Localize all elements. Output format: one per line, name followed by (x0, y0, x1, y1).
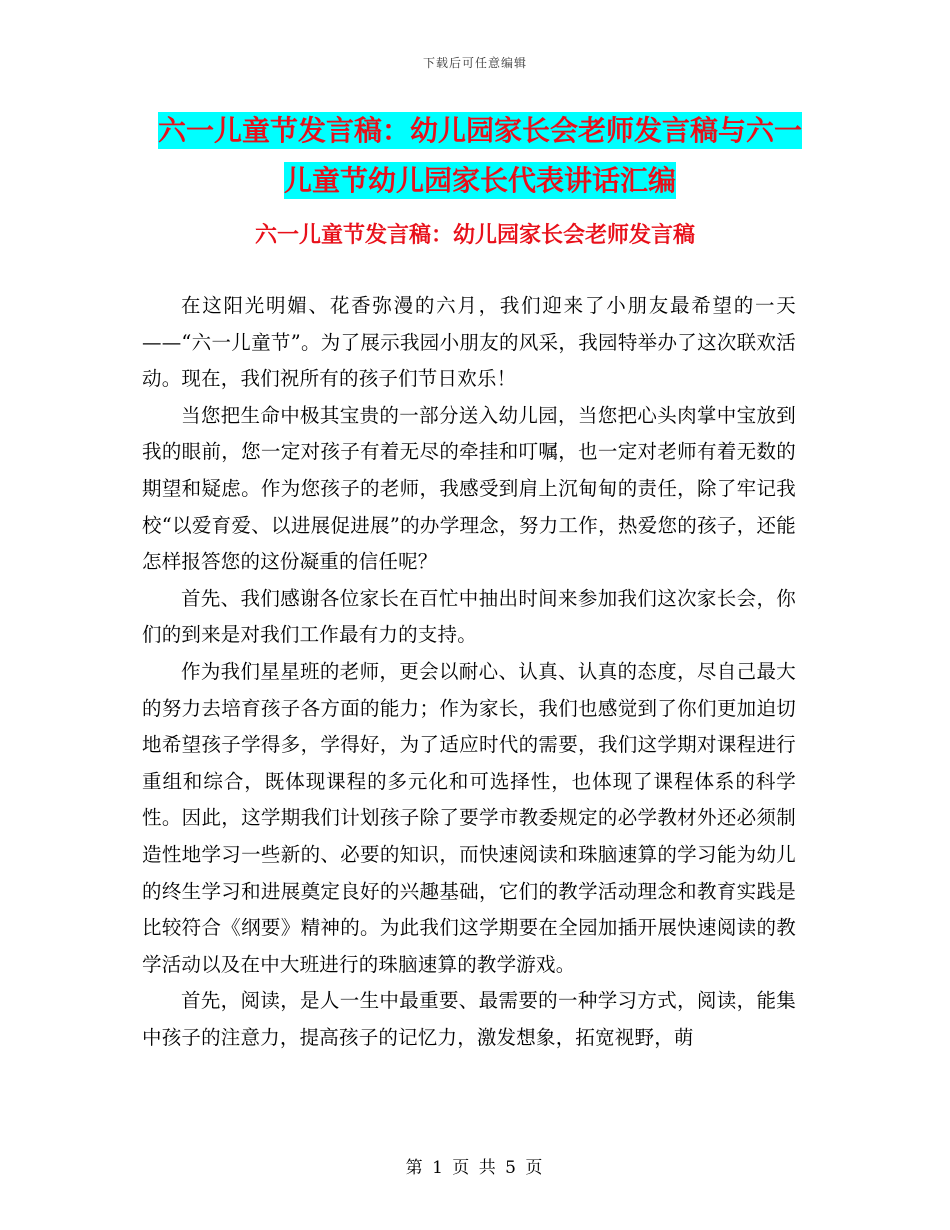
title-line-2: 儿童节幼儿园家长代表讲话汇编 (283, 164, 676, 197)
paragraph: 当您把生命中极其宝贵的一部分送入幼儿园，当您把心头肉掌中宝放到我的眼前，您一定对孩子有着无尽的牵挂和叮嘱，也一定对老师有着无数的期望和疑虑。作为您孩子的老师，我感受到肩上沉甸甸的责任，除了牢记我校“以爱育爱、以进展促进展”的办学理念，努力工作，热爱您的孩子，还能怎样报答您的这份凝重的信任呢？ (142, 403, 796, 574)
page-footer: 第 1 页 共 5 页 (405, 1158, 545, 1178)
title-line-1: 六一儿童节发言稿：幼儿园家长会老师发言稿与六一 (157, 114, 802, 147)
paragraph: 在这阳光明媚、花香弥漫的六月，我们迎来了小朋友最希望的一天——“六一儿童节”。为了展示我园小朋友的风采，我园特举办了这次联欢活动。现在，我们祝所有的孩子们节日欢乐！ (142, 294, 796, 391)
paragraph: 首先，阅读，是人一生中最重要、最需要的一种学习方式，阅读，能集中孩子的注意力，提高孩子的记忆力，激发想象，拓宽视野，萌 (142, 989, 796, 1049)
paragraph: 作为我们星星班的老师，更会以耐心、认真、认真的态度，尽自己最大的努力去培育孩子各方面的能力；作为家长，我们也感觉到了你们更加迫切地希望孩子学得多，学得好，为了适应时代的需要，我们这学期对课程进行重组和综合，既体现课程的多元化和可选择性，也体现了课程体系的科学性。因此，这学期我们计划孩子除了要学市教委规定的必学教材外还必须制造性地学习一些新的、必要的知识，而快速阅读和珠脑速算的学习能为幼儿的终生学习和进展奠定良好的兴趣基础，它们的教学活动理念和教育实践是比较符合《纲要》精神的。为此我们这学期要在全园加插开展快速阅读的教学活动以及在中大班进行的珠脑速算的教学游戏。 (142, 659, 796, 976)
header-note: 下载后可任意编辑 (422, 56, 527, 70)
body-text (142, 288, 796, 1056)
paragraph: 首先、我们感谢各位家长在百忙中抽出时间来参加我们这次家长会，你们的到来是对我们工作最有力的支持。 (142, 586, 796, 647)
document-title (150, 106, 810, 206)
section-title: 六一儿童节发言稿：幼儿园家长会老师发言稿 (254, 223, 695, 248)
